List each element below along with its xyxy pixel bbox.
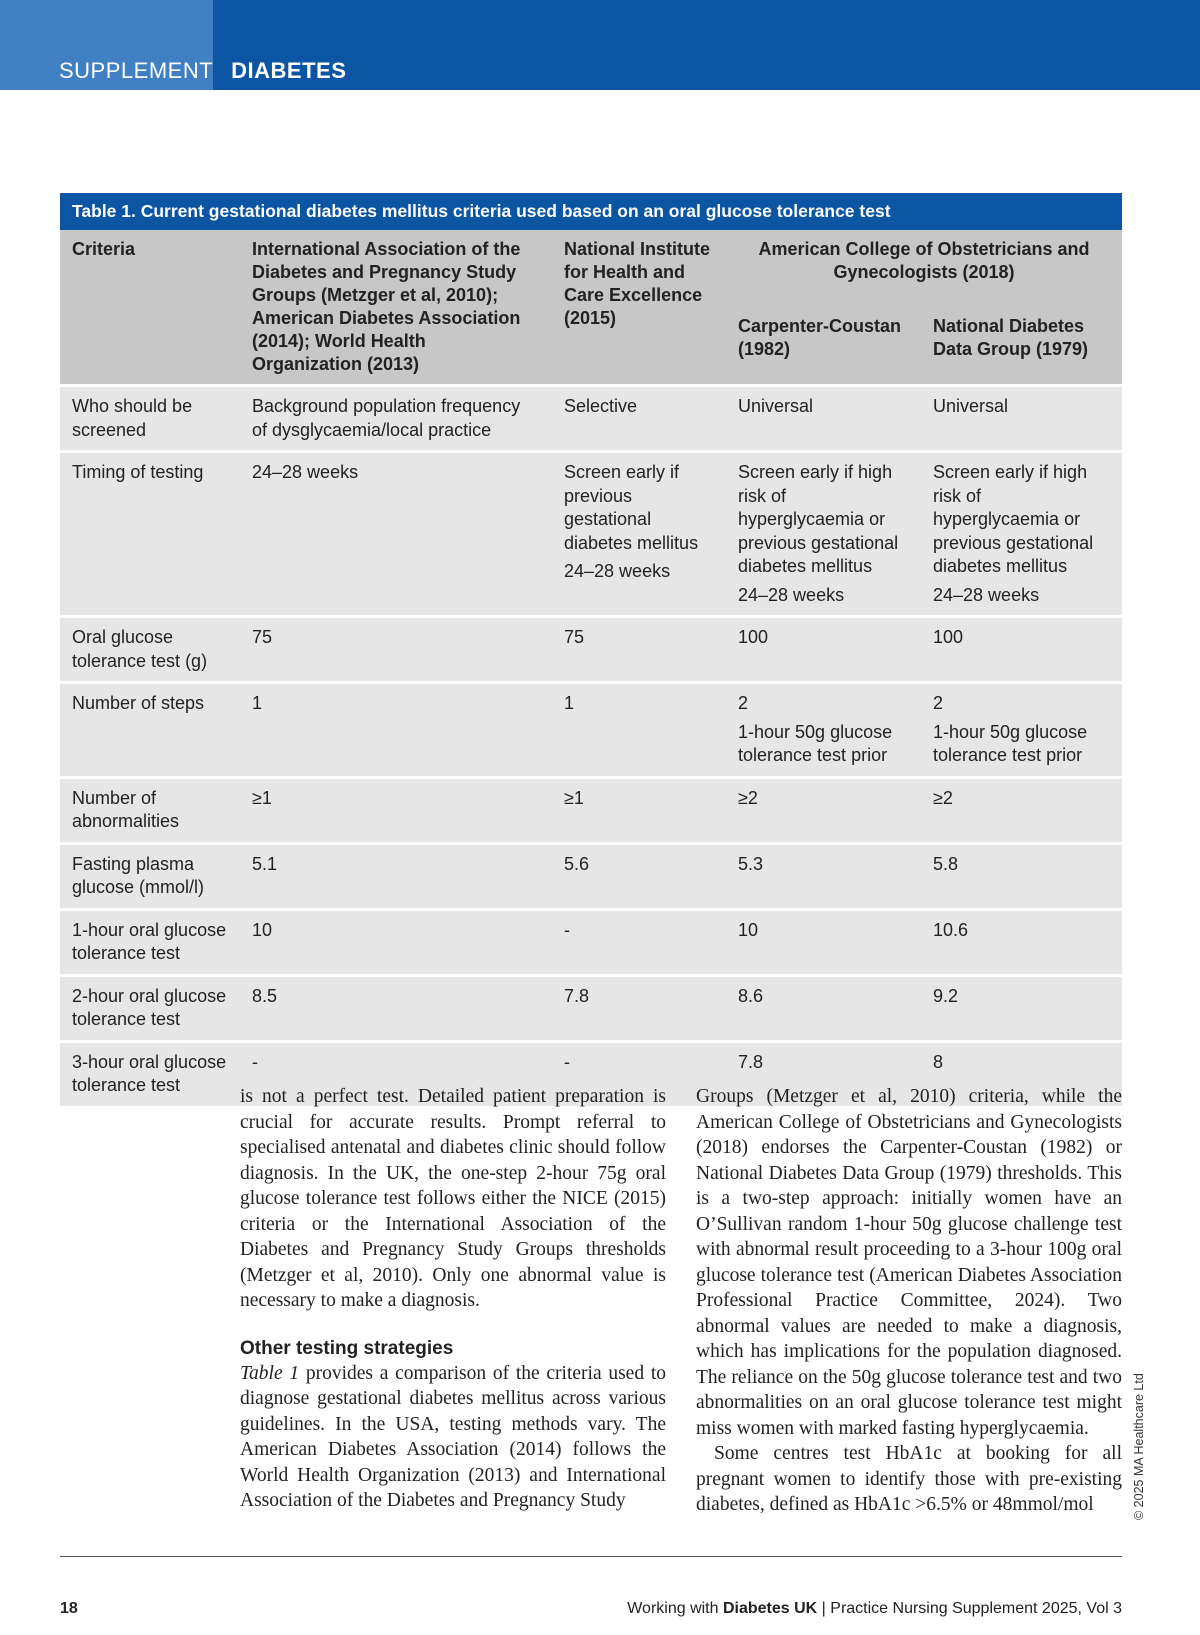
- header-carpenter-coustan: Carpenter-Coustan (1982): [726, 307, 921, 386]
- cell: 10: [726, 909, 921, 975]
- cell-text: Screen early if high risk of hyperglycaemia or previous gestational diabetes mellitus: [933, 462, 1094, 576]
- cell: 5.3: [726, 843, 921, 909]
- paragraph-text: provides a comparison of the criteria used to diagnose gestational diabetes mellitus across various guidelines. In the USA, testing methods vary. The American Diabetes Association (2014) follows the World Health Organization (2013) and International Association of the Diabetes and Pregnancy Study: [240, 1362, 666, 1511]
- cell: 75: [240, 617, 552, 683]
- page-number: 18: [60, 1600, 78, 1617]
- cell: Universal: [921, 386, 1122, 452]
- cell: 8.6: [726, 975, 921, 1041]
- body-column-right: [696, 1084, 1122, 1518]
- header-acog: American College of Obstetricians and Gynecologists (2018): [726, 230, 1122, 307]
- cell-text: 24–28 weeks: [933, 584, 1040, 605]
- row-label: Timing of testing: [60, 452, 240, 617]
- table-reference: Table 1: [240, 1362, 300, 1384]
- paragraph: is not a perfect test. Detailed patient preparation is crucial for accurate results. Prompt referral to specialised antenatal and diabetes clinic should follow diagnosis. In the UK, the one-step 2-hour 75g oral glucose tolerance test follows either the NICE (2015) criteria or the International Association of the Diabetes and Pregnancy Study Groups thresholds (Metzger et al, 2010). Only one abnormal value is necessary to make a diagnosis.: [240, 1086, 666, 1311]
- cell: 100: [921, 617, 1122, 683]
- row-label: Fasting plasma glucose (mmol/l): [60, 843, 240, 909]
- header-section: DIABETES: [231, 58, 347, 83]
- cell-text: 24–28 weeks: [738, 584, 845, 605]
- cell: [726, 452, 921, 617]
- cell: 100: [726, 617, 921, 683]
- row-label: Number of steps: [60, 683, 240, 778]
- subheading: Other testing strategies: [240, 1337, 454, 1359]
- cell: 1: [552, 683, 726, 778]
- table-row: [60, 452, 1122, 617]
- cell: [552, 452, 726, 617]
- footer-suffix: | Practice Nursing Supplement 2025, Vol 3: [817, 1600, 1122, 1617]
- cell: 5.8: [921, 843, 1122, 909]
- table-grid: [60, 230, 1122, 1106]
- table-title: Table 1. Current gestational diabetes mellitus criteria used based on an oral glucose tolerance test: [60, 193, 1122, 230]
- row-label: 1-hour oral glucose tolerance test: [60, 909, 240, 975]
- cell-text: 1-hour 50g glucose tolerance test prior: [933, 721, 1088, 765]
- footer-brand: Diabetes UK: [722, 1600, 818, 1617]
- cell: ≥1: [552, 777, 726, 843]
- footer-credit: [627, 1600, 1122, 1618]
- cell: Universal: [726, 386, 921, 452]
- footer-divider: [60, 1556, 1122, 1557]
- cell: [921, 683, 1122, 778]
- table-row: [60, 909, 1122, 975]
- table-row: [60, 843, 1122, 909]
- cell: 7.8: [552, 975, 726, 1041]
- header-iadpsg: International Association of the Diabetes and Pregnancy Study Groups (Metzger et al, 2010); American Diabetes Association (2014); World Health Organization (2013): [240, 230, 552, 386]
- cell-text: 2: [738, 693, 749, 713]
- cell-text: Screen early if high risk of hyperglycaemia or previous gestational diabetes mellitus: [738, 462, 899, 576]
- cell: ≥2: [726, 777, 921, 843]
- cell-text: Screen early if previous gestational diabetes mellitus: [564, 462, 699, 553]
- cell: 9.2: [921, 975, 1122, 1041]
- row-label: 3-hour oral glucose tolerance test: [60, 1041, 240, 1106]
- cell: [921, 452, 1122, 617]
- cell: [726, 683, 921, 778]
- header-banner: [0, 0, 1200, 90]
- cell: -: [240, 1041, 552, 1106]
- cell: -: [552, 909, 726, 975]
- cell-text: 1-hour 50g glucose tolerance test prior: [738, 721, 893, 765]
- footer-prefix: Working with: [627, 1600, 723, 1617]
- table-row: [60, 683, 1122, 778]
- table-row: [60, 975, 1122, 1041]
- cell-text: 24–28 weeks: [564, 561, 671, 581]
- header-title: [59, 58, 346, 84]
- cell: 24–28 weeks: [240, 452, 552, 617]
- header-criteria: Criteria: [60, 230, 240, 386]
- table-row: [60, 386, 1122, 452]
- cell: -: [552, 1041, 726, 1106]
- cell: 1: [240, 683, 552, 778]
- cell: 5.6: [552, 843, 726, 909]
- cell: ≥2: [921, 777, 1122, 843]
- table-row: [60, 617, 1122, 683]
- row-label: Oral glucose tolerance test (g): [60, 617, 240, 683]
- cell: Selective: [552, 386, 726, 452]
- cell: 8: [921, 1041, 1122, 1106]
- header-ndg: National Diabetes Data Group (1979): [921, 307, 1122, 386]
- body-column-left: [240, 1084, 666, 1514]
- header-nice: National Institute for Health and Care Excellence (2015): [552, 230, 726, 386]
- cell: 7.8: [726, 1041, 921, 1106]
- copyright-notice: © 2025 MA Healthcare Ltd: [1132, 1373, 1146, 1520]
- cell: 5.1: [240, 843, 552, 909]
- row-label: Number of abnormalities: [60, 777, 240, 843]
- cell: 10.6: [921, 909, 1122, 975]
- cell: 10: [240, 909, 552, 975]
- cell-text: 2: [933, 693, 944, 713]
- row-label: 2-hour oral glucose tolerance test: [60, 975, 240, 1041]
- criteria-table: [60, 193, 1122, 1106]
- table-row: [60, 777, 1122, 843]
- cell: 75: [552, 617, 726, 683]
- paragraph: [240, 1361, 666, 1514]
- paragraph: Groups (Metzger et al, 2010) criteria, while the American College of Obstetricians and Gynecologists (2018) endorses the Carpenter-Coustan (1982) or National Diabetes Data Group (1979) thresholds. This is a two-step approach: initially women have an O’Sullivan random 1-hour 50g glucose challenge test with abnormal result proceeding to a 3-hour 100g oral glucose tolerance test (American Diabetes Association Professional Practice Committee, 2024). Two abnormal values are needed to make a diagnosis, which has implications for the population diagnosed. The reliance on the 50g glucose tolerance test and two abnormalities on an oral glucose tolerance test might miss women with marked fasting hyperglycaemia.: [696, 1086, 1122, 1439]
- paragraph: Some centres test HbA1c at booking for all pregnant women to identify those with pre-existing diabetes, defined as HbA1c >6.5% or 48mmol/mol: [696, 1443, 1122, 1515]
- cell: 8.5: [240, 975, 552, 1041]
- cell: Background population frequency of dysglycaemia/local practice: [240, 386, 552, 452]
- cell: ≥1: [240, 777, 552, 843]
- header-supplement: SUPPLEMENT: [59, 58, 214, 83]
- row-label: Who should be screened: [60, 386, 240, 452]
